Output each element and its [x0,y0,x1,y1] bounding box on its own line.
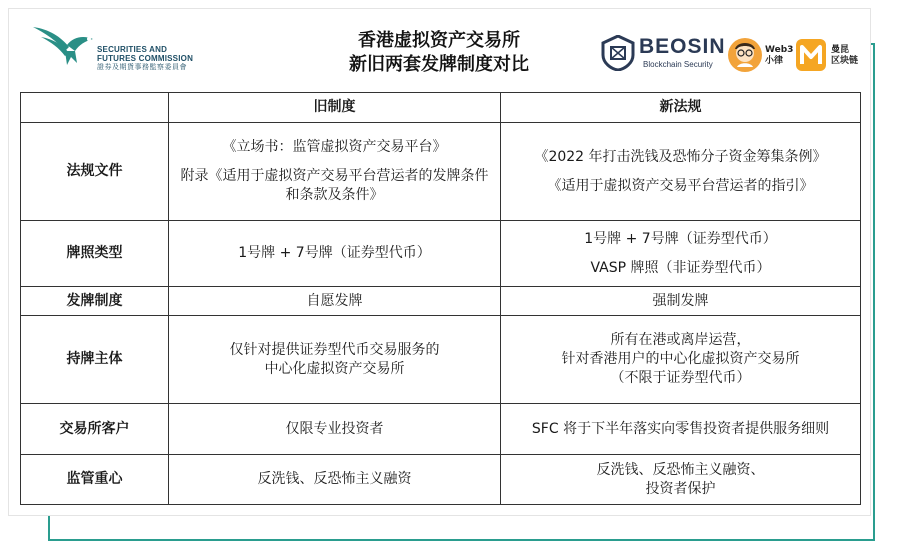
old-text: 《立场书：监管虚拟资产交易平台》 [222,139,447,155]
new-text: VASP 牌照（非证券型代币） [590,259,771,276]
comparison-table [20,92,861,505]
web3-line1: Web3 [765,45,794,55]
row-label: 牌照类型 [21,221,169,287]
beosin-logo [599,35,725,75]
table-row [21,455,861,505]
page-title [319,29,559,77]
old-text: 自愿发牌 [306,292,363,309]
frame-line-right [873,43,875,541]
manmin-line1: 曼昆 [831,45,850,55]
manmin-text [831,45,858,67]
col-header-old: 旧制度 [169,93,501,123]
sfc-logo [31,23,221,79]
row-label: 发牌制度 [21,287,169,316]
new-text: 反洗钱、反恐怖主义融资、 [596,461,765,478]
old-text: 附录《适用于虚拟资产交易平台营运者的发牌条件和条款及条件》 [180,168,489,203]
new-cell [501,316,861,404]
sfc-en-line2: FUTURES COMMISSION [97,54,194,63]
new-text: （不限于证券型代币） [610,370,751,386]
row-label: 法规文件 [21,123,169,221]
web3-text [765,45,793,67]
table-row [21,404,861,455]
row-label: 持牌主体 [21,316,169,404]
beosin-name: BEOSIN [639,35,726,58]
sfc-cn: 證券及期貨事務監察委員會 [97,64,187,71]
new-text: 《2022 年打击洗钱及恐怖分子资金筹集条例》 [534,148,827,165]
old-cell [169,221,501,287]
col-header-new: 新法规 [501,93,861,123]
old-text: 1号牌 + 7号牌（证券型代币） [238,245,431,261]
beosin-sub: Blockchain Security [643,60,713,69]
title-line2: 新旧两套发牌制度对比 [349,54,529,75]
table-row [21,316,861,404]
old-cell [169,455,501,505]
new-cell [501,287,861,316]
new-text: 投资者保护 [645,480,716,497]
manmin-logo [795,37,865,77]
web3-line2: 小律 [765,56,784,66]
old-cell [169,404,501,455]
old-text: 反洗钱、反恐怖主义融资 [257,471,412,487]
new-text: 所有在港或离岸运营， [610,332,751,348]
sfc-en-line1: SECURITIES AND [97,45,168,54]
manmin-m-icon [795,38,827,72]
row-label: 监管重心 [21,455,169,505]
new-text: 《适用于虚拟资产交易平台营运者的指引》 [547,177,814,194]
new-cell [501,123,861,221]
beosin-shield-icon [601,35,635,71]
new-text: 针对香港用户的中心化虚拟资产交易所 [561,351,800,367]
frame-line-bottom [48,539,875,541]
old-cell [169,287,501,316]
sfc-logo-text [97,45,193,72]
old-text: 仅针对提供证券型代币交易服务的 [229,341,440,358]
new-text: SFC 将于下半年落实向零售投资者提供服务细则 [531,420,830,437]
old-text: 中心化虚拟资产交易所 [264,360,405,377]
new-text: 1号牌 + 7号牌（证券型代币） [584,230,777,247]
row-label: 交易所客户 [21,404,169,455]
old-cell [169,316,501,404]
frame-line-left [48,515,50,541]
web3-logo [727,37,795,77]
web3-lawyer-avatar-icon [727,37,763,73]
new-cell [501,221,861,287]
old-cell [169,123,501,221]
comparison-card [8,8,871,516]
manmin-line2: 区块链 [831,56,859,66]
eagle-icon [31,23,97,67]
title-line1: 香港虚拟资产交易所 [358,30,520,51]
table-header-row [21,93,861,123]
table-row [21,287,861,316]
new-cell [501,455,861,505]
old-text: 仅限专业投资者 [285,420,384,437]
new-cell [501,404,861,455]
col-header-blank [21,93,169,123]
table-row [21,123,861,221]
header [9,9,872,92]
table-row [21,221,861,287]
new-text: 强制发牌 [652,292,709,309]
